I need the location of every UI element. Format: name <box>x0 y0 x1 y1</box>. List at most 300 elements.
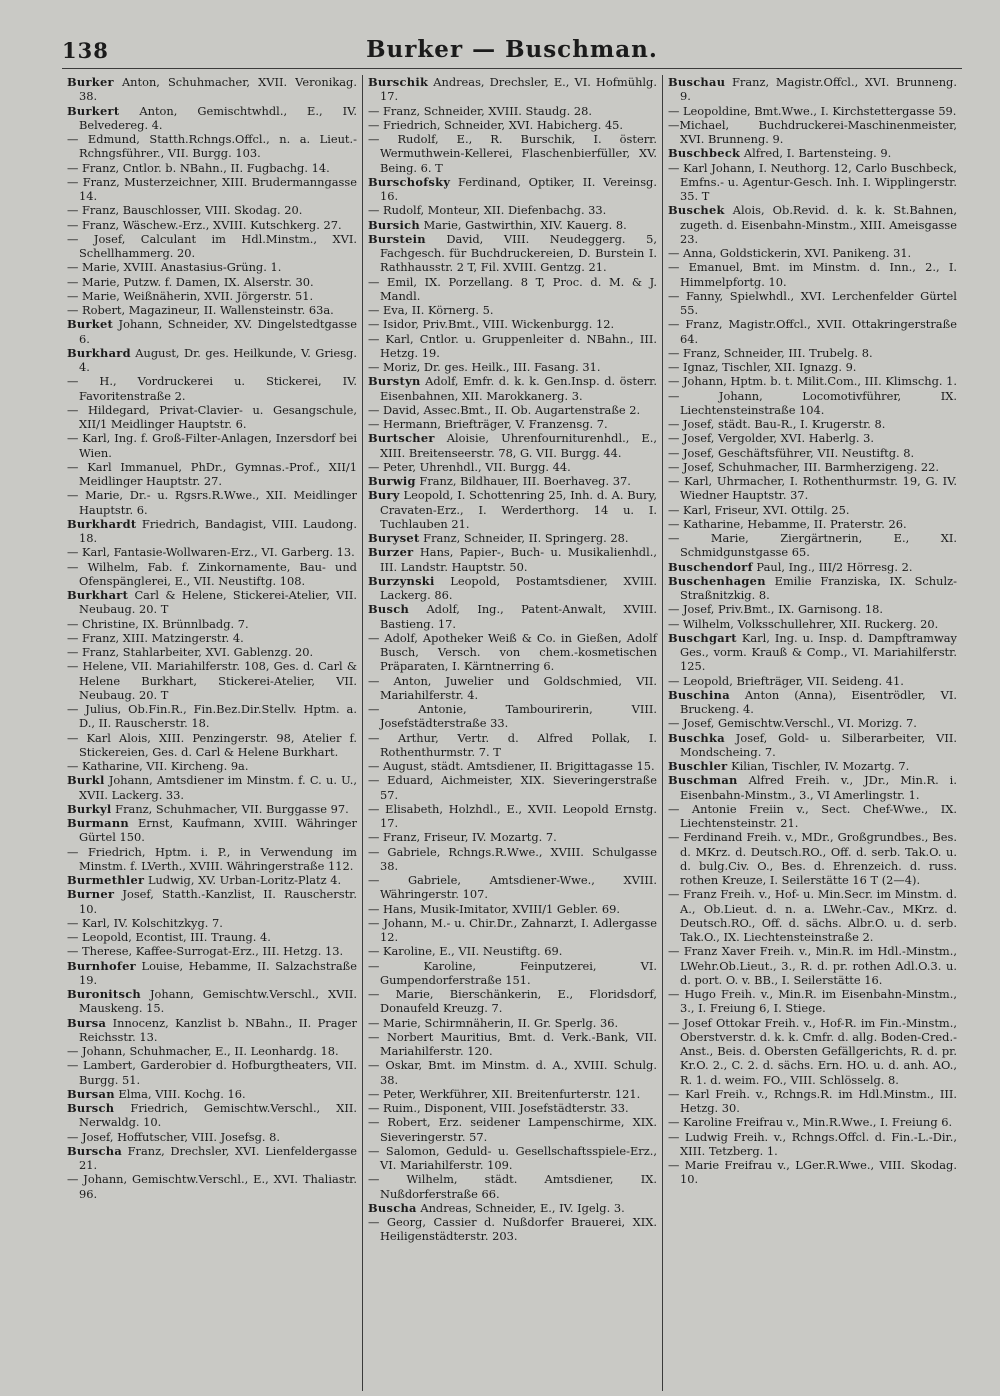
directory-entry <box>668 830 957 887</box>
directory-entry <box>67 773 357 802</box>
entry-surname: Buronitsch <box>67 987 142 1001</box>
directory-entry <box>668 1016 957 1087</box>
directory-entry <box>67 959 357 988</box>
entry-details: — Arthur, Vertr. d. Alfred Pollak, I. Rothenthurmstr. 7. T <box>367 730 657 759</box>
entry-details: — Edmund, Statth.Rchngs.Offcl., n. a. Lieut.-Rchngsführer., VII. Burgg. 103. <box>67 132 357 161</box>
directory-entry <box>368 1215 657 1244</box>
entry-details: — Wilhelm, Fab. f. Zinkornamente, Bau- und Ofenspänglerei, E., VII. Neustiftg. 108. <box>67 559 357 588</box>
entry-details: — Franz, Schneider, III. Trubelg. 8. <box>667 345 873 360</box>
directory-entry <box>67 346 357 375</box>
directory-entry <box>368 602 657 631</box>
directory-entry <box>67 987 357 1016</box>
entry-details: — Isidor, Priv.Bmt., VIII. Wickenburgg. 12. <box>367 317 615 332</box>
entry-details: — Hermann, Briefträger, V. Franzensg. 7. <box>367 417 608 431</box>
entry-details: — Josef, städt. Bau-R., I. Krugerstr. 8. <box>667 417 886 431</box>
entry-details: — Katharine, Hebamme, II. Praterstr. 26. <box>667 516 907 531</box>
entry-details: — Therese, Kaffee-Surrogat-Erz., III. Hetzg. 13. <box>67 944 344 959</box>
entry-details: Innocenz, Kanzlist b. NBahn., II. Prager Reichsstr. 13. <box>79 1015 357 1044</box>
entry-details: — Rudolf, Monteur, XII. Diefenbachg. 33. <box>367 203 607 218</box>
entry-details: Leopold, I. Schottenring 25, Inh. d. A. Bury, Cravaten-Erz., I. Werderthorg. 14 u. I. Tuchlauben 21. <box>379 488 657 531</box>
directory-entry <box>67 1087 357 1101</box>
entry-details: Anton (Anna), Eisentrödler, VI. Bruckeng. 4. <box>679 687 957 716</box>
entry-details: — Karl, Fantasie-Wollwaren-Erz., VI. Garberg. 13. <box>67 545 355 560</box>
directory-entry <box>668 602 957 616</box>
directory-entry <box>668 674 957 688</box>
running-title: Burker — Buschman. <box>366 36 658 63</box>
directory-entry <box>368 360 657 374</box>
directory-entry <box>368 218 657 232</box>
directory-entry <box>668 346 957 360</box>
directory-entry <box>368 460 657 474</box>
entry-surname: Burmann <box>67 816 130 830</box>
directory-column-1 <box>62 75 362 1391</box>
directory-entry <box>368 674 657 703</box>
entry-surname: Burner <box>67 887 115 902</box>
entry-details: — Julius, Ob.Fin.R., Fin.Bez.Dir.Stellv. Hptm. a. D., II. Rauscherstr. 18. <box>67 702 357 731</box>
entry-details: — Franz, Magistr.Offcl., XVII. Ottakringerstraße 64. <box>667 317 957 346</box>
entry-details: Kilian, Tischler, IV. Mozartg. 7. <box>727 759 910 773</box>
directory-entry <box>368 417 657 431</box>
entry-details: — Karl, Cntlor. u. Gruppenleiter d. NBahn., III. Hetzg. 19. <box>367 331 657 360</box>
directory-entry <box>67 545 357 559</box>
entry-details: — Marie, Dr.- u. Rgsrs.R.Wwe., XII. Meidlinger Hauptstr. 6. <box>67 488 357 517</box>
entry-surname: Buryset <box>367 531 420 545</box>
directory-entry <box>668 716 957 730</box>
entry-details: — Marie, Ziergärtnerin, E., XI. Schmidgunstgasse 65. <box>667 531 957 560</box>
entry-details: — Franz, XIII. Matzingerstr. 4. <box>67 630 244 645</box>
entry-surname: Bursan <box>67 1086 115 1101</box>
entry-details: — Hans, Musik-Imitator, XVIII/1 Gebler. 69. <box>367 901 620 916</box>
directory-entry <box>368 431 657 460</box>
entry-details: Alfred, I. Bartensteing. 9. <box>740 146 892 161</box>
directory-entry <box>368 303 657 317</box>
directory-entry <box>67 731 357 760</box>
directory-entry <box>668 688 957 717</box>
directory-entry <box>368 987 657 1016</box>
entry-details: Franz, Schuhmacher, VII. Burggasse 97. <box>111 801 349 816</box>
entry-details: — Franz, Bauschlosser, VIII. Skodag. 20. <box>67 203 303 218</box>
directory-entry <box>368 773 657 802</box>
directory-entry <box>67 203 357 217</box>
entry-surname: Burnhofer <box>67 958 136 973</box>
entry-details: — Marie, Putzw. f. Damen, IX. Alserstr. 30. <box>67 274 314 289</box>
directory-entry <box>67 460 357 489</box>
directory-entry <box>368 731 657 760</box>
entry-surname: Bursich <box>367 217 420 232</box>
entry-details: — Gabriele, Rchngs.R.Wwe., XVIII. Schulgasse 38. <box>367 844 657 873</box>
directory-entry <box>67 175 357 204</box>
directory-entry <box>67 631 357 645</box>
directory-entry <box>668 389 957 418</box>
entry-surname: Burker <box>67 75 114 89</box>
entry-details: Aloisie, Uhrenfourniturenhdl., E., XIII. Breitenseerstr. 78, G. VII. Burgg. 44. <box>379 431 657 460</box>
entry-surname: Buscha <box>367 1200 417 1215</box>
directory-entry <box>368 944 657 958</box>
directory-entry <box>67 161 357 175</box>
directory-entry <box>668 260 957 289</box>
directory-entry <box>668 161 957 204</box>
directory-entry <box>668 1087 957 1116</box>
directory-entry <box>368 1144 657 1173</box>
entry-surname: Burkert <box>67 103 120 118</box>
entry-details: — Hildegard, Privat-Clavier- u. Gesangschule, XII/1 Meidlinger Hauptstr. 6. <box>67 402 357 431</box>
entry-surname: Burkhardt <box>67 516 137 531</box>
entry-surname: Burkyl <box>67 801 112 816</box>
entry-details: — Franz, Cntlor. b. NBahn., II. Fugbachg. 14. <box>67 160 330 175</box>
page-header <box>62 34 962 69</box>
entry-surname: Bury <box>367 488 400 503</box>
entry-surname: Burtscher <box>367 431 435 446</box>
directory-entry <box>368 488 657 531</box>
entry-details: — Friedrich, Hptm. i. P., in Verwendung im Minstm. f. LVerth., XVIII. Währingerstraße 112. <box>67 844 357 873</box>
entry-details: — Josef, Hoffutscher, VIII. Josefsg. 8. <box>67 1129 281 1144</box>
entry-details: Josef, Statth.-Kanzlist, II. Rauscherstr. 10. <box>79 887 357 916</box>
directory-entry <box>668 802 957 831</box>
entry-details: — Karl, Friseur, XVI. Ottilg. 25. <box>667 502 850 517</box>
entry-details: — Robert, Erz. seidener Lampenschirme, XIX. Sieveringerstr. 57. <box>367 1115 657 1144</box>
directory-entry <box>668 246 957 260</box>
entry-surname: Burstein <box>367 231 426 246</box>
directory-entry <box>67 887 357 916</box>
directory-entry <box>368 759 657 773</box>
directory-entry <box>668 289 957 318</box>
entry-details: — Helene, VII. Mariahilferstr. 108, Ges. d. Carl & Helene Burkhart, Stickerei-Atelier, VII. Neubaug. 20. T <box>67 659 357 702</box>
directory-entry <box>67 374 357 403</box>
directory-entry <box>67 260 357 274</box>
directory-entry <box>668 617 957 631</box>
entry-details: — Katharine, VII. Kircheng. 9a. <box>67 759 249 773</box>
page-number: 138 <box>62 38 109 63</box>
directory-entry <box>368 902 657 916</box>
entry-surname: Burschofsky <box>367 174 451 189</box>
entry-details: — Johann, Locomotivführer, IX. Liechtensteinstraße 104. <box>667 388 957 417</box>
entry-details: Louise, Hebamme, II. Salzachstraße 19. <box>79 958 357 987</box>
entry-details: — Josef Ottokar Freih. v., Hof-R. im Fin.-Minstm., Oberstverstr. d. k. k. Cmfr. d. allg. Boden-Cred.-Anst., Beis. d. Obersten Gefällgerichts, R. d. pr. Kr.O. 2., C. 2. d. sächs. Ern. HO. u. d. anh. AO., R. 1. d. weim. FO., VIII. Schlösselg. 8. <box>667 1015 957 1087</box>
directory-column-2 <box>362 75 662 1391</box>
directory-entry <box>668 631 957 674</box>
entry-details: Johann, Schneider, XV. Dingelstedtgasse 6. <box>79 317 357 346</box>
entry-details: — Norbert Mauritius, Bmt. d. Verk.-Bank, VII. Mariahilferstr. 120. <box>367 1029 657 1058</box>
entry-details: — Peter, Werkführer, XII. Breitenfurterstr. 121. <box>367 1086 641 1101</box>
entry-details: Emilie Franziska, IX. Schulz-Straßnitzkig. 8. <box>679 573 957 602</box>
entry-details: — Marie Freifrau v., LGer.R.Wwe., VIII. Skodag. 10. <box>667 1158 957 1187</box>
entry-details: — Franz, Friseur, IV. Mozartg. 7. <box>367 830 557 845</box>
entry-details: — Franz, Musterzeichner, XIII. Brudermanngasse 14. <box>67 174 357 203</box>
directory-entry <box>368 631 657 674</box>
directory-entry <box>67 1101 357 1130</box>
entry-details: — Marie, Schirmnäherin, II. Gr. Sperlg. 36. <box>367 1015 619 1030</box>
entry-details: — Peter, Uhrenhdl., VII. Burgg. 44. <box>367 459 571 474</box>
directory-entry <box>67 802 357 816</box>
entry-details: — Hugo Freih. v., Min.R. im Eisenbahn-Minstm., 3., I. Freiung 6, I. Stiege. <box>667 987 957 1016</box>
directory-entry <box>67 816 357 845</box>
entry-details: — Antonie, Tambourirerin, VIII. Josefstädterstraße 33. <box>367 702 657 731</box>
directory-entry <box>67 132 357 161</box>
entry-details: — Karoline, E., VII. Neustiftg. 69. <box>367 944 563 959</box>
directory-entry <box>67 930 357 944</box>
entry-details: — Rudolf, E., R. Burschik, I. österr. Wermuthwein-Kellerei, Flaschenbierfüller, XV. Being. 6. T <box>367 132 657 175</box>
entry-details: — Lambert, Garderobier d. Hofburgtheaters, VII. Burgg. 51. <box>67 1058 357 1087</box>
entry-details: — Christine, IX. Brünnlbadg. 7. <box>67 616 249 631</box>
entry-details: — Wilhelm, Volksschullehrer, XII. Ruckerg. 20. <box>667 616 939 631</box>
directory-entry <box>67 659 357 702</box>
entry-surname: Buschgart <box>667 630 737 645</box>
entry-details: — Karl Alois, XIII. Penzingerstr. 98, Atelier f. Stickereien, Ges. d. Carl & Helene Burkhart. <box>67 730 357 759</box>
entry-surname: Buschbeck <box>667 146 741 161</box>
entry-surname: Burzer <box>367 545 414 560</box>
entry-details: —Michael, Buchdruckerei-Maschinenmeister, XVI. Brunneng. 9. <box>667 117 957 146</box>
entry-surname: Buschek <box>667 203 725 218</box>
directory-entry <box>67 759 357 773</box>
entry-surname: Bursa <box>67 1015 107 1030</box>
directory-entry <box>368 118 657 132</box>
directory-entry <box>668 944 957 987</box>
directory-entry <box>668 118 957 147</box>
entry-details: Franz, Bildhauer, III. Boerhaveg. 37. <box>415 474 631 488</box>
directory-entry <box>368 1058 657 1087</box>
entry-details: — Wilhelm, städt. Amtsdiener, IX. Nußdorferstraße 66. <box>367 1172 657 1201</box>
entry-surname: Burkhart <box>67 588 129 602</box>
entry-details: Adolf, Ing., Patent-Anwalt, XVIII. Bastieng. 17. <box>379 602 657 631</box>
entry-surname: Burscha <box>67 1143 123 1158</box>
directory-entry <box>368 1016 657 1030</box>
entry-surname: Burkhard <box>67 345 131 360</box>
entry-details: — Robert, Magazineur, II. Wallensteinstr. 63a. <box>67 303 334 317</box>
directory-entry <box>368 275 657 304</box>
directory-entry <box>368 403 657 417</box>
directory-entry <box>368 374 657 403</box>
entry-details: Hans, Papier-, Buch- u. Musikalienhdl., III. Landstr. Hauptstr. 50. <box>379 545 657 574</box>
directory-entry <box>67 873 357 887</box>
directory-entry <box>668 75 957 104</box>
entry-details: Ferdinand, Optiker, II. Vereinsg. 16. <box>379 174 657 203</box>
directory-entry <box>668 317 957 346</box>
directory-entry <box>67 1130 357 1144</box>
directory-columns <box>62 75 962 1391</box>
directory-entry <box>368 916 657 945</box>
entry-surname: Busch <box>367 602 410 617</box>
entry-details: — Josef, Geschäftsführer, VII. Neustiftg. 8. <box>667 445 915 460</box>
entry-surname: Buschman <box>667 773 738 788</box>
directory-entry <box>67 617 357 631</box>
entry-details: — Josef, Calculant im Hdl.Minstm., XVI. Schellhammerg. 20. <box>67 231 357 260</box>
directory-entry <box>668 360 957 374</box>
entry-details: Paul, Ing., III/2 Hörresg. 2. <box>752 559 913 574</box>
entry-surname: Burschik <box>367 75 429 89</box>
directory-column-3 <box>662 75 962 1391</box>
entry-details: — Ruim., Disponent, VIII. Josefstädterstr. 33. <box>367 1101 629 1115</box>
entry-details: — Anton, Juwelier und Goldschmied, VII. Mariahilferstr. 4. <box>367 673 657 702</box>
directory-entry <box>368 1172 657 1201</box>
directory-entry <box>668 417 957 431</box>
entry-details: — Marie, Bierschänkerin, E., Floridsdorf, Donaufeld Kreuzg. 7. <box>367 987 657 1016</box>
entry-details: — Leopold, Econtist, III. Traung. 4. <box>67 930 271 944</box>
directory-entry <box>368 873 657 902</box>
entry-details: Josef, Gold- u. Silberarbeiter, VII. Mondscheing. 7. <box>679 730 957 759</box>
directory-entry <box>67 944 357 958</box>
directory-entry <box>368 830 657 844</box>
entry-details: — Gabriele, Amtsdiener-Wwe., XVIII. Währingerstr. 107. <box>367 873 657 902</box>
directory-entry <box>668 1130 957 1159</box>
entry-details: Leopold, Postamtsdiener, XVIII. Lackerg. 86. <box>379 573 657 602</box>
entry-details: — Karl, IV. Kolschitzkyg. 7. <box>67 915 223 930</box>
entry-details: — Josef, Schuhmacher, III. Barmherzigeng. 22. <box>667 459 940 474</box>
entry-details: Andreas, Drechsler, E., VI. Hofmühlg. 17. <box>379 75 657 104</box>
entry-details: — Johann, Hptm. b. t. Milit.Com., III. Klimschg. 1. <box>667 374 957 389</box>
entry-details: — Franz, Wäschew.-Erz., XVIII. Kutschkerg. 27. <box>67 217 342 232</box>
directory-entry <box>668 374 957 388</box>
entry-details: — Marie, Weißnäherin, XVII. Jörgerstr. 51. <box>67 288 314 303</box>
entry-details: — Leopold, Briefträger, VII. Seideng. 41. <box>667 673 904 688</box>
directory-entry <box>67 560 357 589</box>
directory-entry <box>668 474 957 503</box>
directory-entry <box>67 1016 357 1045</box>
directory-entry <box>668 503 957 517</box>
directory-entry <box>668 987 957 1016</box>
entry-surname: Buschendorf <box>667 559 753 574</box>
directory-entry <box>668 1158 957 1187</box>
entry-details: — Franz, Stahlarbeiter, XVI. Gablenzg. 20. <box>67 645 314 659</box>
directory-entry <box>668 560 957 574</box>
entry-details: Franz, Drechsler, XVI. Lienfeldergasse 21. <box>79 1143 357 1172</box>
entry-details: — Elisabeth, Holzhdl., E., XVII. Leopold Ernstg. 17. <box>367 801 657 830</box>
directory-entry <box>67 104 357 133</box>
directory-entry <box>67 403 357 432</box>
entry-details: — Karl, Ing. f. Groß-Filter-Anlagen, Inzersdorf bei Wien. <box>67 431 357 460</box>
entry-details: — Ignaz, Tischler, XII. Ignazg. 9. <box>667 360 857 374</box>
entry-details: — Franz, Schneider, XVIII. Staudg. 28. <box>367 103 592 118</box>
directory-entry <box>668 731 957 760</box>
entry-details: Elma, VIII. Kochg. 16. <box>114 1086 246 1101</box>
directory-entry <box>67 317 357 346</box>
entry-surname: Buschenhagen <box>667 573 766 588</box>
entry-details: — Franz Freih. v., Hof- u. Min.Secr. im Minstm. d. A., Ob.Lieut. d. n. a. LWehr.-Cav., MKrz. d. Deutsch.RO., Off. d. sächs. Albr.O. u. d. serb. Tak.O., IX. Liechtensteinstraße 2. <box>667 887 957 944</box>
directory-entry <box>668 203 957 246</box>
entry-details: Carl & Helene, Stickerei-Atelier, VII. Neubaug. 20. T <box>79 588 357 617</box>
directory-entry <box>368 545 657 574</box>
entry-details: — Oskar, Bmt. im Minstm. d. A., XVIII. Schulg. 38. <box>367 1058 657 1087</box>
directory-entry <box>668 531 957 560</box>
entry-details: Johann, Amtsdiener im Minstm. f. C. u. U., XVII. Lackerg. 33. <box>79 773 357 802</box>
directory-entry <box>368 959 657 988</box>
entry-details: — Emil, IX. Porzellang. 8 T, Proc. d. M. & J. Mandl. <box>367 274 657 303</box>
entry-details: — Moriz, Dr. ges. Heilk., III. Fasang. 31. <box>367 360 601 374</box>
entry-details: — Friedrich, Schneider, XVI. Habicherg. 45. <box>367 117 624 132</box>
directory-entry <box>368 1201 657 1215</box>
directory-entry <box>67 1172 357 1201</box>
entry-details: — Karl Freih. v., Rchngs.R. im Hdl.Minstm., III. Hetzg. 30. <box>667 1086 957 1115</box>
entry-details: — H., Vordruckerei u. Stickerei, IV. Favoritenstraße 2. <box>67 374 357 403</box>
directory-entry <box>67 75 357 104</box>
directory-entry <box>368 1115 657 1144</box>
entry-details: David, VIII. Neudeggerg. 5, Fachgesch. für Buchdruckereien, D. Burstein I. Rathhausstr. 2 T, Fil. XVIII. Gentzg. 21. <box>379 231 657 275</box>
entry-details: — Franz Xaver Freih. v., Min.R. im Hdl.-Minstm., LWehr.Ob.Lieut., 3., R. d. pr. rothen Adl.O.3. u. d. port. O. v. BB., I. Seilerstätte 16. <box>667 944 957 987</box>
directory-entry <box>368 317 657 331</box>
directory-entry <box>368 474 657 488</box>
directory-entry <box>368 1101 657 1115</box>
entry-details: — Johann, Gemischtw.Verschl., E., XVI. Thaliastr. 96. <box>67 1172 357 1201</box>
entry-details: — Adolf, Apotheker Weiß & Co. in Gießen, Adolf Busch, Versch. von chem.-kosmetischen Präparaten, I. Kärntnerring 6. <box>367 630 657 674</box>
entry-details: Friedrich, Gemischtw.Verschl., XII. Nerwaldg. 10. <box>79 1101 357 1130</box>
directory-entry <box>368 175 657 204</box>
entry-details: Ludwig, XV. Urban-Loritz-Platz 4. <box>144 873 342 887</box>
entry-details: Karl, Ing. u. Insp. d. Dampftramway Ges., vorm. Krauß & Comp., VI. Mariahilferstr. 125. <box>679 630 957 674</box>
directory-entry <box>67 1044 357 1058</box>
directory-entry <box>668 431 957 445</box>
entry-details: — Georg, Cassier d. Nußdorfer Brauerei, XIX. Heiligenstädterstr. 203. <box>367 1215 657 1244</box>
entry-details: — Karoline, Feinputzerei, VI. Gumpendorferstraße 151. <box>367 958 657 987</box>
entry-details: — Eduard, Aichmeister, XIX. Sieveringerstraße 57. <box>367 773 657 802</box>
directory-entry <box>67 588 357 617</box>
entry-details: — Johann, Schuhmacher, E., II. Leonhardg. 18. <box>67 1044 339 1058</box>
entry-details: — Leopoldine, Bmt.Wwe., I. Kirchstettergasse 59. <box>667 103 957 118</box>
directory-entry <box>368 1087 657 1101</box>
entry-details: Andreas, Schneider, E., IV. Igelg. 3. <box>416 1200 625 1215</box>
entry-surname: Buschka <box>667 730 725 745</box>
entry-details: — Eva, II. Körnerg. 5. <box>367 303 494 317</box>
directory-entry <box>67 289 357 303</box>
entry-details: — Ferdinand Freih. v., MDr., Großgrundbes., Bes. d. MKrz. d. Deutsch.RO., Off. d. serb. Tak.O. u. d. bulg.Civ. O., Bes. d. Ehrenzeich. d. russ. rothen Kreuze, I. Seilerstätte 16 T (2—4). <box>667 830 957 887</box>
entry-details: August, Dr. ges. Heilkunde, V. Griesg. 4. <box>79 345 357 374</box>
entry-details: Anton, Schuhmacher, XVII. Veronikag. 38. <box>79 75 357 104</box>
entry-details: Franz, Schneider, II. Springerg. 28. <box>419 531 629 545</box>
entry-surname: Buschau <box>667 75 726 89</box>
directory-entry <box>368 531 657 545</box>
entry-details: — Anna, Goldstickerin, XVI. Panikeng. 31. <box>667 246 912 260</box>
entry-details: — Salomon, Geduld- u. Gesellschaftsspiele-Erz., VI. Mariahilferstr. 109. <box>367 1143 657 1172</box>
entry-details: — Marie, XVIII. Anastasius-Grüng. 1. <box>67 260 282 275</box>
directory-entry <box>368 802 657 831</box>
entry-details: Friedrich, Bandagist, VIII. Laudong. 18. <box>79 516 357 545</box>
entry-details: — Josef, Vergolder, XVI. Haberlg. 3. <box>667 431 874 446</box>
directory-entry <box>368 232 657 275</box>
entry-details: — Josef, Priv.Bmt., IX. Garnisong. 18. <box>667 602 883 617</box>
directory-entry <box>67 232 357 261</box>
directory-entry <box>668 1115 957 1129</box>
directory-entry <box>67 517 357 546</box>
entry-details: Ernst, Kaufmann, XVIII. Währinger Gürtel 150. <box>79 816 357 845</box>
directory-entry <box>67 431 357 460</box>
directory-entry <box>67 645 357 659</box>
entry-details: — Karl Johann, I. Neuthorg. 12, Carlo Buschbeck, Emfns.- u. Agentur-Gesch. Inh. I. Wipplingerstr. 35. T <box>667 160 957 203</box>
directory-entry <box>368 132 657 175</box>
directory-entry <box>368 702 657 731</box>
directory-entry <box>67 1144 357 1173</box>
directory-entry <box>368 845 657 874</box>
directory-entry <box>67 275 357 289</box>
entry-details: — Antonie Freiin v., Sect. Chef-Wwe., IX. Liechtensteinstr. 21. <box>667 801 957 830</box>
entry-surname: Burket <box>67 317 114 332</box>
directory-entry <box>668 460 957 474</box>
directory-entry <box>368 332 657 361</box>
entry-details: — Fanny, Spielwhdl., XVI. Lerchenfelder Gürtel 55. <box>667 288 957 317</box>
directory-entry <box>67 702 357 731</box>
entry-details: — Ludwig Freih. v., Rchngs.Offcl. d. Fin.-L.-Dir., XIII. Tetzberg. 1. <box>667 1129 957 1158</box>
entry-surname: Burzynski <box>367 573 435 588</box>
directory-entry <box>368 203 657 217</box>
directory-entry <box>668 104 957 118</box>
entry-details: — Karl Immanuel, PhDr., Gymnas.-Prof., XII/1 Meidlinger Hauptstr. 27. <box>67 459 357 488</box>
directory-entry <box>67 218 357 232</box>
entry-details: — Karl, Uhrmacher, I. Rothenthurmstr. 19, G. IV. Wiedner Hauptstr. 37. <box>667 474 957 503</box>
entry-details: Johann, Gemischtw.Verschl., XVII. Mauskeng. 15. <box>79 987 357 1016</box>
entry-details: Anton, Gemischtwhdl., E., IV. Belvedereg. 4. <box>79 103 357 132</box>
directory-entry <box>668 773 957 802</box>
entry-surname: Buschler <box>667 759 728 773</box>
entry-details: Marie, Gastwirthin, XIV. Kauerg. 8. <box>419 217 627 232</box>
directory-entry <box>368 1030 657 1059</box>
entry-details: — August, städt. Amtsdiener, II. Brigittagasse 15. <box>367 759 655 773</box>
